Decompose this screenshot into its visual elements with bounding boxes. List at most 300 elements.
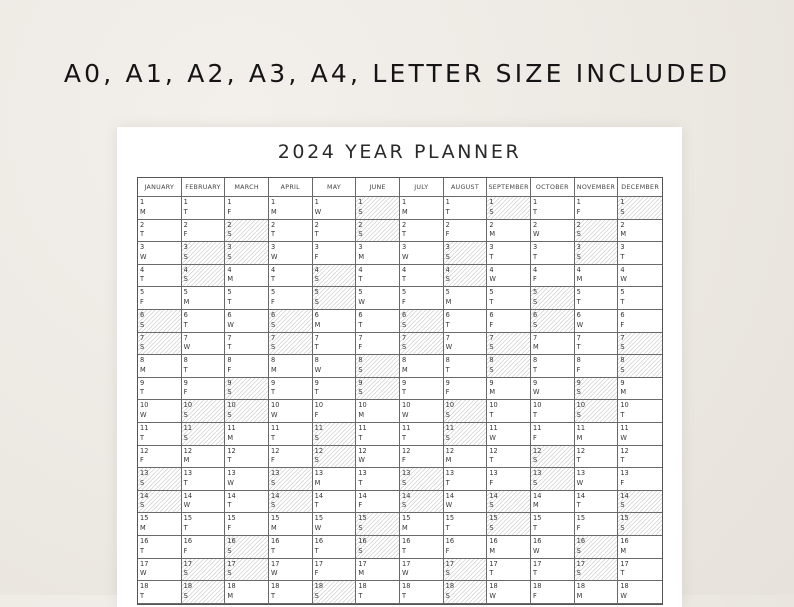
day-number: 9 — [314, 378, 319, 387]
weekday-letter: T — [620, 456, 625, 465]
day-number: 13 — [576, 469, 586, 478]
day-number: 18 — [314, 582, 324, 591]
day-cell — [182, 310, 226, 333]
day-cell — [182, 446, 226, 469]
weekday-letter: F — [445, 388, 450, 397]
day-cell — [225, 310, 269, 333]
weekday-letter: W — [183, 343, 191, 352]
day-number: 7 — [533, 333, 538, 342]
day-number: 4 — [445, 265, 450, 274]
day-cell — [225, 378, 269, 401]
day-cell — [182, 536, 226, 559]
day-cell — [356, 355, 400, 378]
day-number: 1 — [227, 198, 232, 206]
weekday-letter: S — [227, 569, 232, 578]
day-number: 12 — [402, 446, 411, 455]
day-number: 3 — [140, 243, 145, 252]
day-number: 5 — [183, 288, 188, 297]
day-cell — [356, 265, 400, 288]
day-number: 15 — [402, 514, 411, 523]
headline: A0, A1, A2, A3, A4, LETTER SIZE INCLUDED — [63, 59, 731, 88]
day-cell — [138, 220, 182, 243]
weekday-letter: T — [402, 433, 407, 442]
weekday-letter: S — [314, 456, 319, 465]
weekday-letter: S — [140, 501, 145, 510]
day-number: 8 — [314, 356, 319, 365]
weekday-letter: W — [183, 501, 191, 510]
day-number: 5 — [227, 288, 232, 297]
day-cell — [444, 536, 488, 559]
weekday-letter: W — [620, 433, 627, 442]
day-number: 17 — [620, 559, 629, 568]
day-cell — [400, 513, 444, 536]
day-number: 1 — [489, 198, 494, 206]
day-number: 18 — [358, 582, 367, 591]
weekday-letter: T — [271, 230, 276, 239]
weekday-letter: M — [489, 546, 496, 555]
weekday-letter: T — [314, 230, 319, 239]
day-number: 4 — [227, 265, 232, 274]
day-number: 3 — [183, 243, 188, 252]
month-header: APRIL — [269, 178, 313, 197]
day-cell — [487, 378, 531, 401]
day-cell — [182, 468, 226, 491]
day-cell — [225, 220, 269, 243]
day-number: 3 — [445, 243, 450, 252]
weekday-letter: S — [227, 230, 232, 239]
day-number: 16 — [620, 536, 629, 545]
day-number: 8 — [445, 356, 450, 365]
weekday-letter: T — [576, 501, 581, 510]
weekday-letter: S — [576, 410, 581, 419]
day-number: 5 — [402, 288, 407, 297]
day-number: 13 — [271, 469, 280, 478]
day-number: 11 — [271, 423, 280, 432]
weekday-letter: W — [576, 478, 584, 487]
day-cell — [575, 400, 619, 423]
weekday-letter: S — [358, 207, 363, 216]
weekday-letter: T — [489, 297, 494, 306]
day-cell — [313, 242, 357, 265]
weekday-letter: W — [445, 343, 453, 352]
weekday-letter: S — [489, 501, 494, 510]
weekday-letter: M — [140, 365, 146, 374]
weekday-letter: T — [314, 546, 319, 555]
weekday-letter: M — [140, 523, 146, 532]
weekday-letter: F — [489, 478, 494, 487]
day-cell — [444, 197, 488, 220]
month-header: JUNE — [356, 178, 400, 197]
day-cell — [269, 242, 313, 265]
day-number: 2 — [140, 220, 145, 229]
weekday-letter: T — [445, 523, 450, 532]
weekday-letter: T — [620, 252, 625, 261]
day-cell — [225, 265, 269, 288]
day-number: 4 — [358, 265, 363, 274]
day-number: 3 — [227, 243, 232, 252]
day-number: 3 — [314, 243, 319, 252]
day-cell — [531, 220, 575, 243]
day-cell — [138, 265, 182, 288]
day-cell — [225, 536, 269, 559]
weekday-letter: T — [445, 365, 450, 374]
day-cell — [487, 468, 531, 491]
weekday-letter: T — [271, 433, 276, 442]
weekday-letter: W — [140, 410, 147, 419]
day-cell — [444, 265, 488, 288]
day-cell — [356, 536, 400, 559]
day-cell — [444, 468, 488, 491]
day-cell — [225, 513, 269, 536]
day-number: 7 — [620, 333, 625, 342]
weekday-letter: F — [576, 523, 581, 532]
day-cell — [400, 310, 444, 333]
weekday-letter: F — [402, 456, 406, 465]
day-cell — [138, 333, 182, 356]
weekday-letter: W — [271, 252, 278, 261]
weekday-letter: M — [271, 365, 277, 374]
day-number: 8 — [576, 356, 581, 365]
day-cell — [575, 333, 619, 356]
weekday-letter: T — [533, 365, 538, 374]
day-cell — [575, 265, 619, 288]
weekday-letter: F — [227, 523, 232, 532]
day-number: 11 — [227, 423, 236, 432]
weekday-letter: M — [314, 320, 321, 329]
day-cell — [356, 333, 400, 356]
day-number: 14 — [140, 491, 149, 500]
day-cell — [182, 197, 226, 220]
day-cell — [575, 423, 619, 446]
weekday-letter: W — [402, 252, 409, 261]
day-cell — [269, 446, 313, 469]
day-number: 9 — [445, 378, 450, 387]
day-number: 2 — [314, 220, 319, 229]
day-number: 3 — [620, 243, 625, 252]
day-number: 1 — [402, 198, 407, 206]
day-number: 6 — [271, 310, 276, 319]
day-number: 2 — [402, 220, 407, 229]
day-cell — [618, 220, 662, 243]
weekday-letter: F — [271, 297, 275, 306]
day-cell — [138, 536, 182, 559]
day-cell — [138, 242, 182, 265]
day-cell — [138, 197, 182, 220]
day-cell — [313, 513, 357, 536]
day-number: 9 — [140, 378, 145, 387]
day-cell — [225, 333, 269, 356]
day-cell — [269, 513, 313, 536]
day-number: 7 — [358, 333, 363, 342]
day-number: 10 — [489, 401, 498, 410]
weekday-letter: W — [620, 275, 627, 284]
day-number: 12 — [314, 446, 324, 455]
weekday-letter: F — [314, 252, 319, 261]
day-number: 18 — [402, 582, 411, 591]
day-cell — [269, 536, 313, 559]
day-number: 4 — [402, 265, 407, 274]
day-number: 2 — [358, 220, 363, 229]
weekday-letter: S — [314, 591, 319, 600]
weekday-letter: M — [227, 591, 234, 600]
day-cell — [618, 491, 662, 514]
day-cell — [531, 333, 575, 356]
day-number: 18 — [620, 582, 629, 591]
weekday-letter: M — [576, 275, 583, 284]
day-cell — [531, 400, 575, 423]
day-number: 2 — [271, 220, 276, 229]
day-cell — [618, 513, 662, 536]
weekday-letter: W — [140, 569, 147, 578]
day-number: 4 — [314, 265, 319, 274]
day-cell — [269, 355, 313, 378]
day-number: 6 — [183, 310, 188, 319]
day-cell — [356, 491, 400, 514]
day-number: 4 — [620, 265, 625, 274]
day-cell — [575, 197, 619, 220]
day-cell — [269, 310, 313, 333]
day-cell — [575, 581, 619, 604]
day-cell — [487, 242, 531, 265]
day-cell — [531, 242, 575, 265]
weekday-letter: M — [620, 230, 627, 239]
weekday-letter: S — [402, 501, 407, 510]
day-cell — [531, 265, 575, 288]
weekday-letter: S — [576, 388, 581, 397]
weekday-letter: W — [140, 252, 147, 261]
day-number: 7 — [445, 333, 450, 342]
day-number: 16 — [445, 536, 455, 545]
weekday-letter: T — [402, 388, 407, 397]
weekday-letter: F — [140, 456, 144, 465]
day-cell — [182, 242, 226, 265]
weekday-letter: S — [402, 320, 407, 329]
weekday-letter: S — [183, 275, 188, 284]
weekday-letter: S — [620, 365, 625, 374]
day-cell — [400, 446, 444, 469]
day-cell — [313, 378, 357, 401]
planner-title: 2024 YEAR PLANNER — [277, 141, 522, 163]
day-cell — [531, 197, 575, 220]
day-number: 18 — [140, 582, 149, 591]
day-number: 16 — [271, 536, 280, 545]
month-header: AUGUST — [444, 178, 488, 197]
day-number: 9 — [533, 378, 538, 387]
day-cell — [487, 491, 531, 514]
weekday-letter: T — [140, 591, 145, 600]
day-number: 3 — [576, 243, 581, 252]
weekday-letter: T — [576, 343, 581, 352]
weekday-letter: W — [402, 569, 409, 578]
weekday-letter: S — [445, 591, 450, 600]
day-cell — [356, 310, 400, 333]
weekday-letter: T — [533, 207, 538, 216]
day-cell — [182, 400, 226, 423]
weekday-letter: T — [140, 275, 145, 284]
day-number: 10 — [140, 401, 149, 410]
weekday-letter: T — [140, 230, 145, 239]
day-number: 6 — [576, 310, 581, 319]
day-cell — [618, 378, 662, 401]
day-number: 10 — [183, 401, 193, 410]
weekday-letter: T — [445, 207, 450, 216]
day-number: 17 — [576, 559, 586, 568]
day-number: 3 — [358, 243, 363, 252]
day-cell — [313, 468, 357, 491]
day-cell — [618, 333, 662, 356]
day-number: 13 — [402, 469, 411, 478]
month-header: MARCH — [225, 178, 269, 197]
day-cell — [618, 310, 662, 333]
weekday-letter: F — [314, 410, 319, 419]
weekday-letter: W — [445, 501, 453, 510]
weekday-letter: M — [620, 388, 627, 397]
day-number: 16 — [140, 536, 149, 545]
weekday-letter: W — [533, 388, 540, 397]
day-number: 17 — [533, 559, 542, 568]
day-number: 10 — [271, 401, 280, 410]
day-number: 16 — [489, 536, 498, 545]
weekday-letter: T — [489, 252, 494, 261]
weekday-letter: S — [358, 365, 363, 374]
day-number: 4 — [489, 265, 494, 274]
day-cell — [225, 197, 269, 220]
weekday-letter: F — [183, 230, 188, 239]
day-cell — [182, 423, 226, 446]
day-number: 17 — [489, 559, 498, 568]
weekday-letter: S — [533, 297, 538, 306]
weekday-letter: T — [314, 388, 319, 397]
day-number: 18 — [183, 582, 193, 591]
day-number: 16 — [402, 536, 411, 545]
day-cell — [575, 242, 619, 265]
day-number: 5 — [358, 288, 363, 297]
weekday-letter: F — [620, 478, 625, 487]
day-cell — [618, 355, 662, 378]
day-number: 10 — [445, 401, 455, 410]
day-cell — [313, 536, 357, 559]
day-number: 13 — [533, 469, 542, 478]
day-cell — [269, 197, 313, 220]
weekday-letter: F — [445, 230, 450, 239]
weekday-letter: F — [358, 343, 363, 352]
weekday-letter: T — [271, 275, 276, 284]
day-number: 1 — [620, 198, 625, 206]
day-number: 10 — [227, 401, 236, 410]
day-cell — [225, 468, 269, 491]
day-cell — [400, 468, 444, 491]
day-number: 7 — [489, 333, 494, 342]
day-number: 9 — [271, 378, 276, 387]
day-number: 8 — [489, 356, 494, 365]
weekday-letter: T — [183, 523, 188, 532]
weekday-letter: W — [314, 523, 322, 532]
weekday-letter: S — [183, 433, 188, 442]
weekday-letter: T — [620, 569, 625, 578]
day-number: 6 — [358, 310, 363, 319]
day-number: 15 — [358, 514, 367, 523]
day-number: 18 — [533, 582, 542, 591]
day-number: 6 — [489, 310, 494, 319]
weekday-letter: F — [402, 297, 406, 306]
day-number: 3 — [533, 243, 538, 252]
weekday-letter: M — [620, 546, 627, 555]
weekday-letter: T — [358, 275, 363, 284]
day-cell — [400, 197, 444, 220]
day-number: 9 — [227, 378, 232, 387]
weekday-letter: S — [314, 433, 319, 442]
day-number: 2 — [620, 220, 625, 229]
day-number: 9 — [489, 378, 494, 387]
day-number: 15 — [271, 514, 280, 523]
weekday-letter: T — [227, 297, 232, 306]
weekday-letter: T — [314, 501, 319, 510]
day-cell — [182, 287, 226, 310]
weekday-letter: S — [445, 410, 450, 419]
weekday-letter: S — [227, 252, 232, 261]
day-cell — [269, 468, 313, 491]
weekday-letter: M — [358, 569, 365, 578]
weekday-letter: M — [402, 365, 408, 374]
day-number: 15 — [227, 514, 236, 523]
day-number: 8 — [271, 356, 276, 365]
day-number: 4 — [183, 265, 188, 274]
day-number: 14 — [445, 491, 455, 500]
day-cell — [531, 355, 575, 378]
weekday-letter: T — [140, 433, 145, 442]
day-number: 11 — [533, 423, 542, 432]
weekday-letter: S — [227, 546, 232, 555]
day-cell — [138, 400, 182, 423]
day-number: 11 — [314, 423, 324, 432]
day-cell — [182, 220, 226, 243]
day-number: 12 — [489, 446, 498, 455]
day-number: 1 — [271, 198, 276, 206]
day-number: 4 — [140, 265, 145, 274]
day-cell — [575, 287, 619, 310]
weekday-letter: T — [576, 297, 581, 306]
weekday-letter: S — [227, 410, 232, 419]
weekday-letter: T — [533, 252, 538, 261]
day-number: 11 — [489, 423, 498, 432]
day-number: 13 — [140, 469, 149, 478]
weekday-letter: W — [533, 230, 540, 239]
day-cell — [487, 559, 531, 582]
day-number: 15 — [183, 514, 193, 523]
day-number: 12 — [183, 446, 193, 455]
day-number: 18 — [271, 582, 280, 591]
weekday-letter: W — [358, 456, 365, 465]
weekday-letter: S — [271, 320, 276, 329]
day-cell — [356, 400, 400, 423]
day-cell — [531, 378, 575, 401]
weekday-letter: S — [576, 252, 581, 261]
day-cell — [400, 265, 444, 288]
weekday-letter: T — [445, 478, 450, 487]
day-cell — [269, 400, 313, 423]
day-number: 12 — [620, 446, 629, 455]
day-cell — [618, 265, 662, 288]
day-cell — [313, 581, 357, 604]
day-cell — [313, 423, 357, 446]
day-number: 13 — [358, 469, 367, 478]
weekday-letter: M — [358, 410, 365, 419]
day-number: 11 — [620, 423, 629, 432]
weekday-letter: W — [533, 546, 540, 555]
weekday-letter: T — [358, 478, 363, 487]
day-cell — [356, 559, 400, 582]
weekday-letter: M — [576, 433, 583, 442]
